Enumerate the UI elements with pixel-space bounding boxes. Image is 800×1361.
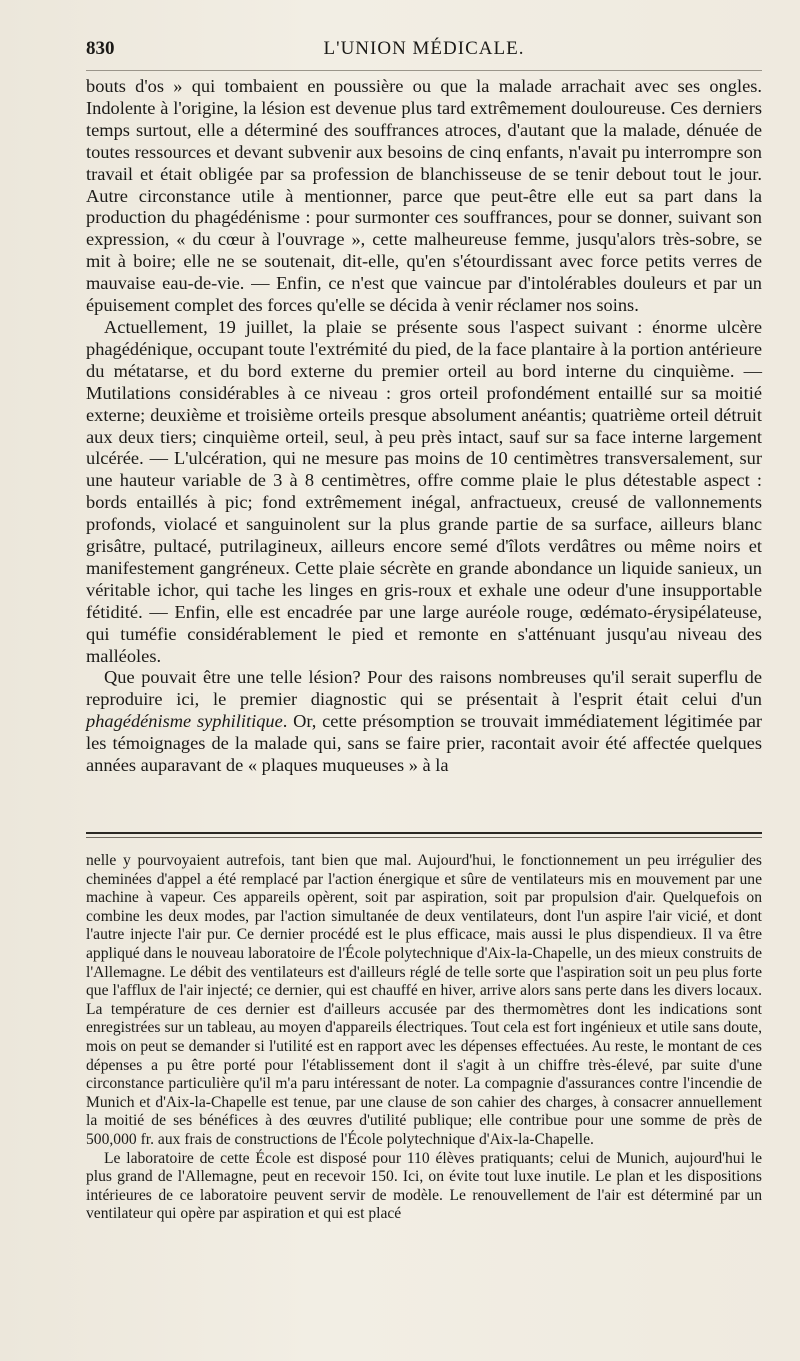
body-paragraph	[86, 76, 762, 317]
running-head	[86, 38, 762, 66]
footnote-separator	[86, 832, 762, 834]
body-text-span: Actuellement, 19 juillet, la plaie se présente sous l'aspect suivant : énorme ulcère phagédénique, occupant toute l'extrémité du pied, de la face plantaire à la portion antérieure du métatarse, et du bord externe du premier orteil au bord interne du cinquième. — Mutilations considérables à ce niveau : gros orteil profondément entaillé sur sa moitié externe; deuxième et troisième orteils presque absolument anéantis; quatrième orteil détruit aux deux tiers; cinquième orteil, seul, à peu près intact, sauf sur sa face interne largement ulcérée. — L'ulcération, qui ne mesure pas moins de 10 centimètres transversalement, sur une hauteur variable de 3 à 8 centimètres, offre comme plaie le plus détestable aspect : bords entaillés à pic; fond extrêmement inégal, anfractueux, creusé de vallonnements profonds, violacé et sanguinolent sur la plus grande partie de sa surface, ailleurs blanc grisâtre, pultacé, putrilagineux, ailleurs encore semé d'îlots verdâtres ou même noirs et manifestement gangréneux. Cette plaie sécrète en grande abondance un liquide sanieux, un véritable ichor, qui tache les linges en gris-roux et exhale une odeur d'une insupportable fétidité. — Enfin, elle est encadrée par une large auréole rouge, œdémato-érysipélateuse, qui tuméfie considérablement le pied et remonte en s'atténuant jusqu'au niveau des malléoles.	[86, 316, 762, 666]
header-rule	[86, 70, 762, 71]
body-text-span: bouts d'os » qui tombaient en poussière ou que la malade arrachait avec ses ongles. Indolente à l'origine, la lésion est devenue plus tard extrêmement douloureuse. Ces derniers temps surtout, elle a déterminé des souffrances atroces, d'autant que la malade, dénuée de toutes ressources et devant subvenir aux besoins de cinq enfants, n'avait pu interrompre son travail et était obligée par sa profession de blanchisseuse de se tenir debout tout le jour. Autre circonstance utile à mentionner, parce que peut-être elle eut sa part dans la production du phagédénisme : pour surmonter ces souffrances, pour se donner, suivant son expression, « du cœur à l'ouvrage », cette malheureuse femme, jusqu'alors très-sobre, se mit à boire; elle ne se soutenait, dit-elle, qu'en s'étourdissant avec force petits verres de mauvaise eau-de-vie. — Enfin, ce n'est que vaincue par d'intolérables douleurs et par un épuisement complet des forces qu'elle se décida à venir réclamer nos soins.	[86, 76, 762, 316]
footnote-separator-thin	[86, 837, 762, 838]
footnote-paragraph: nelle y pourvoyaient autrefois, tant bien que mal. Aujourd'hui, le fonctionnement un peu irrégulier des cheminées d'appel a été remplacé par l'action énergique et sûre de ventilateurs mis en mouvement par une machine à vapeur. Ces appareils opèrent, soit par aspiration, soit par propulsion d'air. Quelquefois on combine les deux modes, par l'action simultanée de deux ventilateurs, dont l'un aspire l'air vicié, et dont l'autre injecte l'air pur. Ce dernier procédé est le plus efficace, mais aussi le plus dispendieux. Il va être appliqué dans le nouveau laboratoire de l'École polytechnique d'Aix-la-Chapelle, un des mieux construits de l'Allemagne. Le débit des ventilateurs est d'ailleurs réglé de telle sorte que l'aspiration soit un peu plus forte que l'afflux de l'air injecté; ce dernier, qui est chauffé en hiver, arrive alors sans perte dans les divers locaux. La température de ces dernier est d'ailleurs accusée par des thermomètres dont les indications sont enregistrées sur un tableau, au moyen d'appareils électriques. Tout cela est fort ingénieux et utile sans doute, mois on peut se demander si l'utilité est en rapport avec les dépenses effectuées. Au reste, le montant de ces dépenses a pu être porté pour l'établissement dont il s'agit à un chiffre très-élevé, par suite d'une circonstance particulière qu'il m'a paru intéressant de noter. La compagnie d'assurances contre l'incendie de Munich et d'Aix-la-Chapelle est tenue, par une clause de son cahier des charges, à consacrer annuellement la moitié de ses bénéfices à des œuvres d'utilité publique; elle contribue pour une somme de près de 500,000 fr. aux frais de constructions de l'École polytechnique d'Aix-la-Chapelle.	[86, 852, 762, 1148]
footnote-text	[86, 852, 762, 1224]
footnote-paragraph: Le laboratoire de cette École est disposé pour 110 élèves pratiquants; celui de Munich, aujourd'hui le plus grand de l'Allemagne, peut en recevoir 150. Ici, on évite tout luxe inutile. Le plan et les dispositions intérieures de ce laboratoire peuvent servir de modèle. Le renouvellement de l'air est déterminé par un ventilateur qui opère par aspiration et qui est placé	[86, 1149, 762, 1223]
body-text-span: . Or, cette présomption se trouvait immédiatement légitimée par les témoignages de la malade qui, sans se faire prier, racontait avoir été affectée quelques années auparavant de « plaques muqueuses » à la	[86, 711, 762, 776]
journal-title: L'UNION MÉDICALE.	[323, 38, 525, 59]
body-paragraph	[86, 667, 762, 777]
page-number: 830	[86, 38, 115, 59]
main-body-text	[86, 76, 762, 777]
italic-term: phagédénisme syphilitique	[86, 711, 283, 732]
body-paragraph	[86, 317, 762, 668]
body-text-span: Que pouvait être une telle lésion? Pour des raisons nombreuses qu'il serait superflu de reproduire ici, le premier diagnostic qui se présentait à l'esprit était celui d'un	[86, 667, 762, 710]
